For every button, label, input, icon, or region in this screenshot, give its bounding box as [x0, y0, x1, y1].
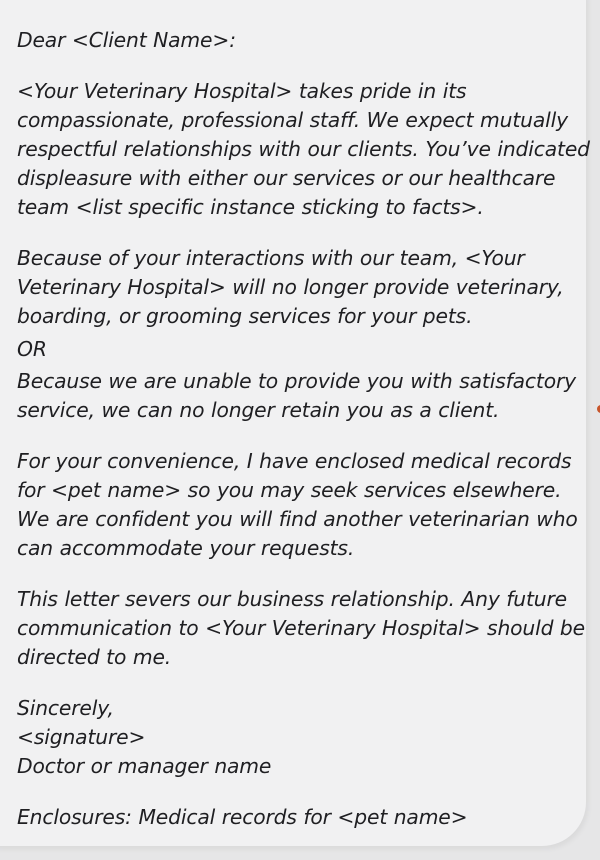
letter-body: [17, 26, 592, 832]
option-a-paragraph: Because of your interactions with our team, <Your Veterinary Hospital> will no longer provide veterinary, boarding, or grooming services for your pets.: [17, 246, 564, 328]
enclosures-line: Enclosures: Medical records for <pet name>: [17, 805, 468, 829]
or-label: OR: [17, 337, 47, 361]
signer-name: Doctor or manager name: [17, 754, 272, 778]
salutation: Dear <Client Name>:: [17, 28, 236, 52]
intro-paragraph: <Your Veterinary Hospital> takes pride in its compassionate, professional staff. We expect mutually respectful relationships with our clients. You’ve indicated displeasure with either our services or our healthcare team <list specific instance sticking to facts>.: [17, 79, 590, 219]
signature-placeholder: <signature>: [17, 725, 146, 749]
option-b-paragraph: Because we are unable to provide you with satisfactory service, we can no longer retain you as a client.: [17, 369, 577, 422]
severance-paragraph: This letter severs our business relationship. Any future communication to <Your Veterinary Hospital> should be directed to me.: [17, 587, 585, 669]
closing: Sincerely,: [17, 696, 114, 720]
records-paragraph: For your convenience, I have enclosed medical records for <pet name> so you may seek services elsewhere. We are confident you will find another veterinarian who can accommodate your requests.: [17, 449, 578, 560]
